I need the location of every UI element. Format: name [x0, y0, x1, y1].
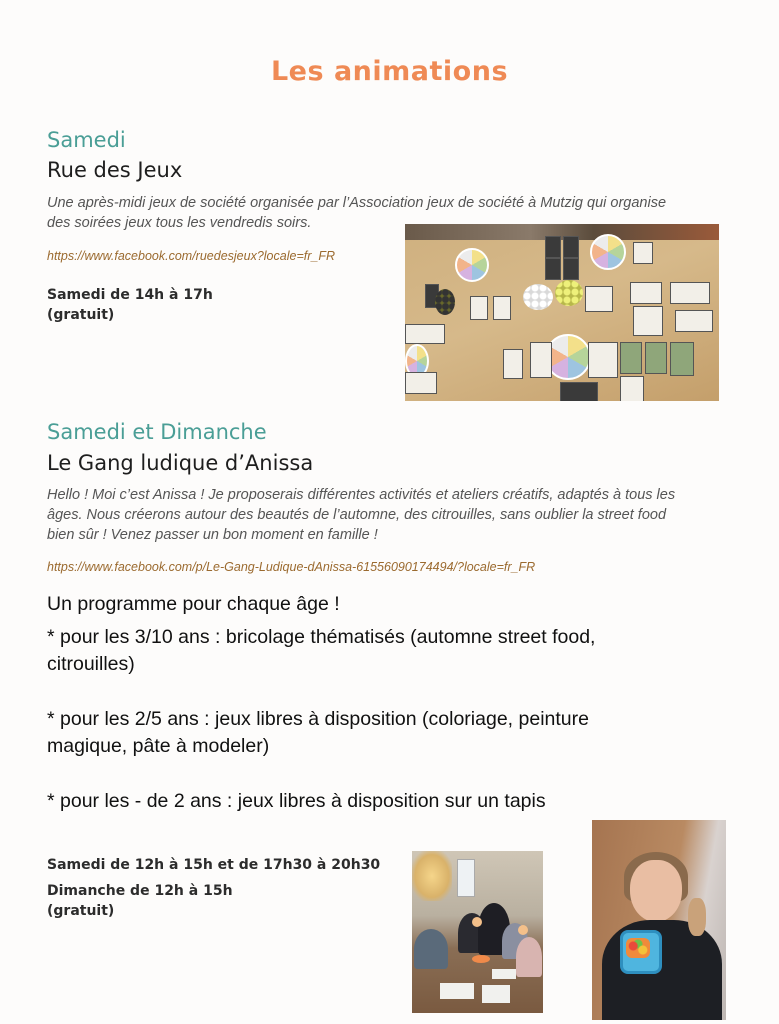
- program-item-line: * pour les 3/10 ans : bricolage thématisés (automne street food,: [47, 626, 596, 648]
- children-workshop-photo: [412, 851, 543, 1013]
- event-day: Samedi: [47, 128, 126, 152]
- program-item-line: * pour les - de 2 ans : jeux libres à disposition sur un tapis: [47, 790, 546, 812]
- schedule-line: Dimanche de 12h à 15h: [47, 883, 233, 899]
- program-section: [47, 591, 747, 815]
- schedule-line: Samedi de 14h à 17h: [47, 287, 213, 303]
- program-item: [47, 624, 747, 678]
- program-intro: Un programme pour chaque âge !: [47, 593, 340, 615]
- description-line: Hello ! Moi c’est Anissa ! Je proposerais différentes activités et ateliers créatifs, adaptés à tous les: [47, 487, 676, 503]
- description-line: âges. Nous créerons autour des beautés de l’automne, des citrouilles, sans oublier la street food: [47, 507, 667, 523]
- board-game-table-photo: [405, 224, 719, 401]
- event-title: Rue des Jeux: [47, 158, 183, 182]
- anissa-portrait-photo: [592, 820, 726, 1020]
- program-item-line: magique, pâte à modeler): [47, 735, 270, 757]
- event-title: Le Gang ludique d’Anissa: [47, 451, 314, 475]
- description-line: bien sûr ! Venez passer un bon moment en famille !: [47, 527, 378, 543]
- program-item: [47, 706, 747, 760]
- event-schedule: [47, 855, 380, 921]
- price-note: (gratuit): [47, 903, 115, 919]
- description-line: des soirées jeux tous les vendredis soirs.: [47, 215, 312, 231]
- facebook-link[interactable]: https://www.facebook.com/p/Le-Gang-Ludique-dAnissa-61556090174494/?locale=fr_FR: [47, 560, 536, 574]
- page-title: Les animations: [270, 56, 509, 87]
- schedule-line: Samedi de 12h à 15h et de 17h30 à 20h30: [47, 857, 381, 873]
- program-item-line: citrouilles): [47, 653, 135, 675]
- event-schedule: [47, 285, 213, 325]
- event-description: [47, 485, 757, 545]
- price-note: (gratuit): [47, 307, 115, 323]
- event-day: Samedi et Dimanche: [47, 420, 267, 444]
- description-line: Une après-midi jeux de société organisée par l’Association jeux de société à Mutzig qui organise: [47, 195, 667, 211]
- program-item: [47, 788, 747, 815]
- program-item-line: * pour les 2/5 ans : jeux libres à disposition (coloriage, peinture: [47, 708, 589, 730]
- facebook-link[interactable]: https://www.facebook.com/ruedesjeux?locale=fr_FR: [47, 249, 335, 263]
